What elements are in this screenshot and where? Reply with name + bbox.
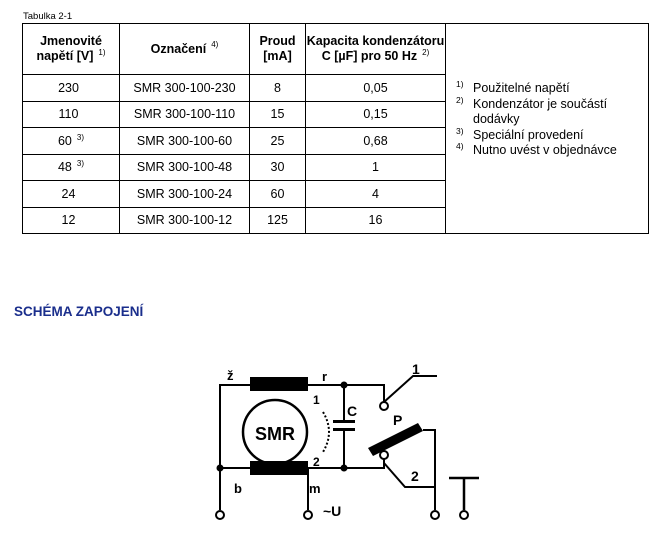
label-supply: ~U: [323, 503, 342, 519]
cell-voltage: 110: [23, 101, 120, 128]
cell-capacitance: 1: [306, 154, 446, 181]
capacitor-plate: [333, 420, 355, 423]
winding-top: [250, 377, 308, 391]
footnote: 3) Speciální provedení: [456, 125, 584, 142]
junction-node: [217, 465, 224, 472]
terminal-1-contact: [380, 402, 388, 410]
cell-designation: SMR 300-100-110: [120, 101, 250, 128]
footnote: 1) Použitelné napětí: [456, 79, 570, 95]
label-c: C: [347, 403, 358, 419]
footnote: 4) Nutno uvést v objednávce: [456, 141, 617, 157]
cell-current: 125: [250, 207, 306, 234]
earth-terminal: [449, 478, 479, 510]
header-capacitor: Kapacita kondenzátoru C [µF] pro 50 Hz $^{2)}$: [306, 24, 446, 75]
pointer-1: [384, 376, 437, 402]
motor-label: SMR: [255, 424, 295, 444]
supply-terminal-left: [216, 511, 224, 519]
wire-terminal-1: [344, 385, 384, 402]
cell-capacitance: 4: [306, 181, 446, 208]
label-terminal-1: 1: [412, 361, 420, 377]
label-direction-1: 1: [313, 393, 320, 407]
supply-terminal-right: [304, 511, 312, 519]
cell-current: 15: [250, 101, 306, 128]
label-p: P: [393, 412, 403, 428]
label-direction-2: 2: [313, 455, 320, 469]
wire-switch: [423, 430, 435, 510]
wire-switch-low: [384, 463, 435, 487]
cell-capacitance: 16: [306, 207, 446, 234]
cell-voltage: 48 $^{3)}$: [23, 154, 120, 181]
header-designation: Označení $^{4)}$: [120, 24, 250, 75]
header-current: Proud [mA]: [250, 24, 306, 75]
junction-node: [341, 465, 348, 472]
terminal-2-contact: [380, 451, 388, 459]
cell-voltage: 12: [23, 207, 120, 234]
wire-terminal-2: [344, 458, 384, 468]
cell-current: 60: [250, 181, 306, 208]
cell-current: 8: [250, 75, 306, 102]
cell-designation: SMR 300-100-24: [120, 181, 250, 208]
footnote: 2) Kondenzátor je součástí dodávky: [456, 94, 608, 126]
cell-capacitance: 0,68: [306, 128, 446, 155]
junction-node: [341, 382, 348, 389]
cell-designation: SMR 300-100-48: [120, 154, 250, 181]
label-r: r: [322, 369, 328, 384]
cell-designation: SMR 300-100-230: [120, 75, 250, 102]
cell-voltage: 24: [23, 181, 120, 208]
earth-terminal-contact: [460, 511, 468, 519]
cell-voltage: 60 $^{3)}$: [23, 128, 120, 155]
label-z: ž: [227, 368, 234, 383]
cell-current: 30: [250, 154, 306, 181]
table-caption: Tabulka 2-1: [23, 11, 73, 22]
cell-voltage: 230: [23, 75, 120, 102]
cell-designation: SMR 300-100-12: [120, 207, 250, 234]
cell-current: 25: [250, 128, 306, 155]
header-voltage: Jmenovité napětí [V] $^{1)}$: [23, 24, 120, 75]
cell-designation: SMR 300-100-60: [120, 128, 250, 155]
rotation-arrow: [323, 412, 329, 452]
cell-capacitance: 0,05: [306, 75, 446, 102]
wire-left: [220, 385, 250, 468]
capacitor-plate: [333, 428, 355, 431]
cell-capacitance: 0,15: [306, 101, 446, 128]
switch-terminal: [431, 511, 439, 519]
label-terminal-2: 2: [411, 468, 419, 484]
label-m: m: [309, 481, 321, 496]
label-b: b: [234, 481, 242, 496]
winding-bottom: [250, 461, 308, 475]
section-heading: SCHÉMA ZAPOJENÍ: [14, 304, 144, 319]
